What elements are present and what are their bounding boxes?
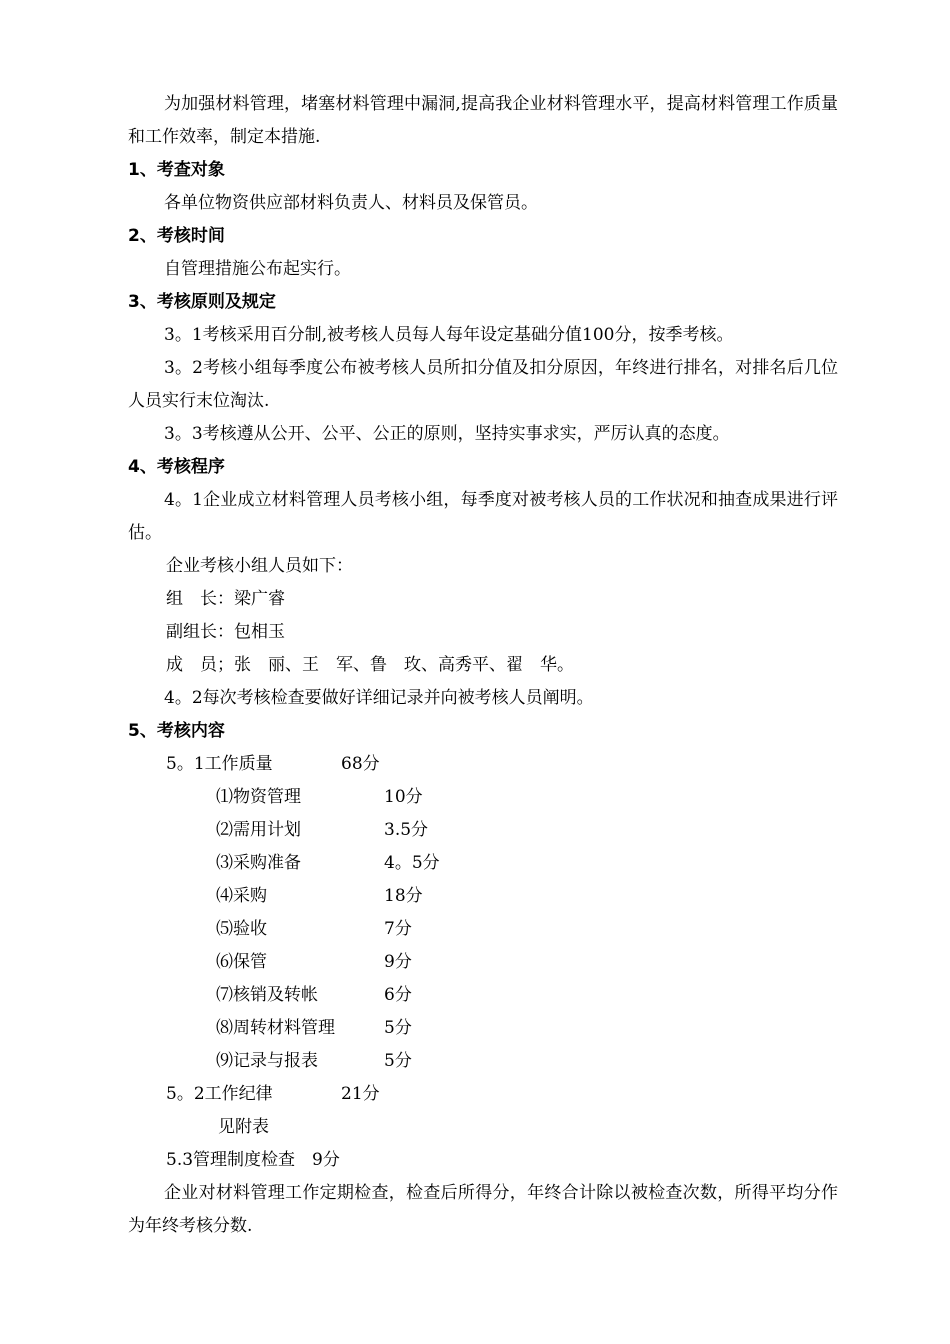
section-3-3-text: 3。3考核遵从公开、公平、公正的原则，坚持实事求实，严厉认真的态度。 [164, 424, 730, 444]
group-leader: 组 长：梁广睿 [166, 589, 285, 609]
item-score: 3.5分 [384, 820, 429, 840]
group-intro: 企业考核小组人员如下： [166, 556, 353, 576]
see-attached-row [128, 1111, 838, 1144]
item-label: ⑼记录与报表 [216, 1051, 318, 1071]
list-item [128, 946, 838, 979]
section-3-2-text: 3。2考核小组每季度公布被考核人员所扣分值及扣分原因，年终进行排名，对排名后几位人员实行末位淘汰. [128, 358, 838, 411]
list-item [128, 1012, 838, 1045]
item-label: ⑷采购 [216, 886, 267, 906]
discipline-score: 21分 [341, 1084, 380, 1104]
item-label: ⑺核销及转帐 [216, 985, 318, 1005]
section-2-heading: 2、考核时间 [128, 226, 225, 246]
item-score: 7分 [384, 919, 412, 939]
group-members: 成 员；张 丽、王 军、鲁 玫、高秀平、翟 华。 [166, 655, 574, 675]
item-score: 9分 [384, 952, 412, 972]
item-label: ⑵需用计划 [216, 820, 301, 840]
see-attached-text: 见附表 [218, 1117, 269, 1137]
system-check-text: 5.3管理制度检查 9分 [166, 1150, 340, 1170]
intro-paragraph: 为加强材料管理，堵塞材料管理中漏洞,提高我企业材料管理水平，提高材料管理工作质量和工作效率，制定本措施. [128, 94, 838, 147]
list-item [128, 1045, 838, 1078]
section-2-text: 自管理措施公布起实行。 [164, 259, 351, 279]
item-label: ⑴物资管理 [216, 787, 301, 807]
item-label: ⑹保管 [216, 952, 267, 972]
item-label: ⑻周转材料管理 [216, 1018, 335, 1038]
section-4-1-text: 4。1企业成立材料管理人员考核小组，每季度对被考核人员的工作状况和抽查成果进行评估。 [128, 490, 838, 543]
item-score: 5分 [384, 1018, 412, 1038]
list-item [128, 913, 838, 946]
item-score: 5分 [384, 1051, 412, 1071]
item-label: ⑸验收 [216, 919, 267, 939]
section-3-1-text: 3。1考核采用百分制,被考核人员每人每年设定基础分值100分，按季考核。 [164, 325, 734, 345]
section-1-text: 各单位物资供应部材料负责人、材料员及保管员。 [164, 193, 538, 213]
section-4-heading: 4、考核程序 [128, 457, 225, 477]
item-score: 10分 [384, 787, 423, 807]
section-1-heading: 1、考查对象 [128, 160, 225, 180]
section-4-2-text: 4。2每次考核检查要做好详细记录并向被考核人员阐明。 [164, 688, 594, 708]
list-item [128, 979, 838, 1012]
list-item [128, 814, 838, 847]
item-score: 6分 [384, 985, 412, 1005]
item-score: 18分 [384, 886, 423, 906]
quality-score: 68分 [341, 754, 380, 774]
section-5-heading: 5、考核内容 [128, 721, 225, 741]
list-item [128, 781, 838, 814]
list-item [128, 847, 838, 880]
item-label: ⑶采购准备 [216, 853, 301, 873]
group-deputy: 副组长：包相玉 [166, 622, 285, 642]
discipline-row [128, 1078, 838, 1111]
quality-row [128, 748, 838, 781]
final-paragraph: 企业对材料管理工作定期检查，检查后所得分，年终合计除以被检查次数，所得平均分作为年终考核分数. [128, 1183, 838, 1236]
section-3-heading: 3、考核原则及规定 [128, 292, 276, 312]
discipline-label: 5。2工作纪律 [166, 1084, 273, 1104]
list-item [128, 880, 838, 913]
quality-label: 5。1工作质量 [166, 754, 273, 774]
document-page [128, 88, 838, 1243]
item-score: 4。5分 [384, 853, 440, 873]
